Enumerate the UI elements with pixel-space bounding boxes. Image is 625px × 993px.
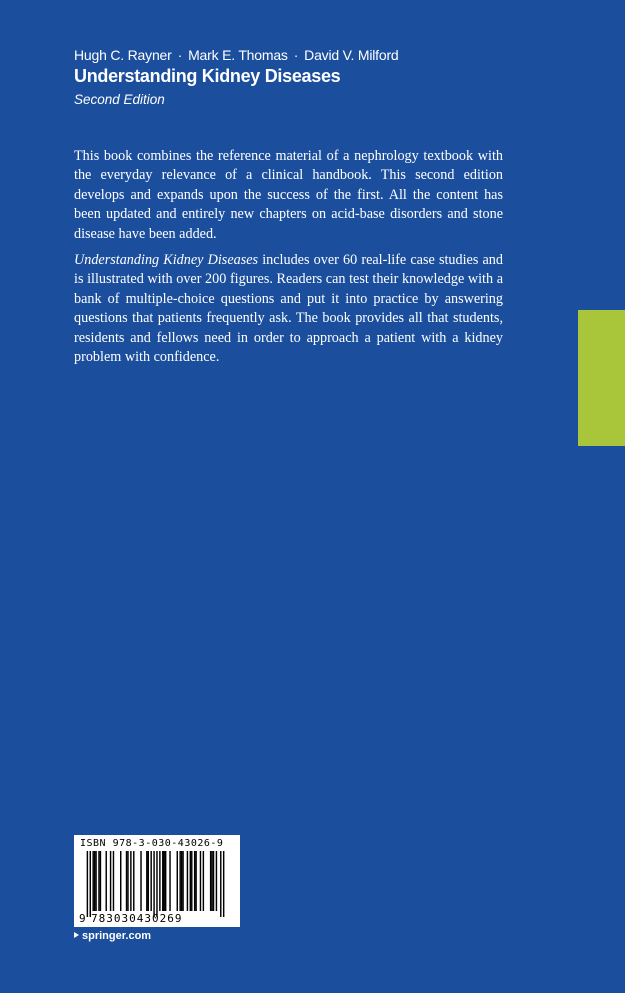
barcode-bar [169, 851, 170, 911]
barcode-bar [203, 851, 204, 911]
book-description [74, 147, 503, 374]
barcode-bar [159, 851, 160, 911]
barcode-bar [120, 851, 121, 911]
barcode-bar [223, 851, 224, 917]
barcode-bar [195, 851, 196, 911]
barcode-bar [182, 851, 183, 911]
barcode-bar [95, 851, 96, 911]
barcode-bar [190, 851, 191, 911]
barcode-bar [140, 851, 141, 911]
publisher-website[interactable] [74, 930, 151, 942]
barcode-bar [162, 851, 163, 911]
barcode-bar [130, 851, 131, 911]
color-accent-tab [578, 310, 625, 446]
barcode-bar [146, 851, 147, 911]
barcode-bar [113, 851, 114, 911]
barcode-bar [156, 851, 157, 917]
barcode-digit-first: 9 [79, 912, 86, 925]
author-separator: · [293, 47, 299, 63]
barcode-bar [194, 851, 195, 911]
book-title: Understanding Kidney Diseases [74, 66, 341, 86]
barcode-bar [150, 851, 151, 911]
description-text: includes over 60 real-life case studies and is illustrated with over 200 figures. Readers can test their knowledge with a bank of multiple-choice questions and put it into practice by answering questions that patients frequently ask. The book provides all that students, residents and fellows need in order to approach a patient with a kidney problem with confidence. [74, 252, 503, 366]
barcode-bar [98, 851, 99, 911]
barcode-bar [126, 851, 127, 911]
edition-label: Second Edition [74, 92, 165, 107]
barcode-bar [187, 851, 188, 911]
barcode-bar [100, 851, 101, 911]
author-list [74, 47, 399, 63]
author-name: Hugh C. Rayner [74, 47, 172, 63]
barcode-bar [110, 851, 111, 911]
isbn-label: ISBN 978-3-030-43026-9 [80, 838, 224, 849]
description-paragraph: This book combines the reference material of a nephrology textbook with the everyday relevance of a clinical handbook. This second edition develops and expands upon the success of the first. All the content has been updated and entirely new chapters on acid-base disorders and stone disease have been added. [74, 148, 503, 242]
barcode-bar [90, 851, 91, 917]
description-paragraph [74, 251, 503, 367]
description-title-reference: Understanding Kidney Diseases [74, 252, 259, 269]
barcode-bar [165, 851, 166, 911]
barcode-bar [179, 851, 180, 911]
barcode-bar [94, 851, 95, 911]
barcode [74, 835, 240, 927]
barcode-bar [216, 851, 217, 911]
barcode-bar [220, 851, 221, 917]
barcode-bar [191, 851, 192, 911]
barcode-bar [181, 851, 182, 911]
barcode-bar [87, 851, 88, 917]
author-separator: · [177, 47, 183, 63]
barcode-bar [177, 851, 178, 911]
barcode-bar [211, 851, 212, 911]
barcode-digits-rest: 783030430269 [91, 912, 183, 925]
arrow-icon [74, 932, 79, 938]
barcode-bar [210, 851, 211, 911]
website-text: springer.com [82, 930, 152, 942]
barcode-bar [200, 851, 201, 911]
barcode-bar [133, 851, 134, 911]
barcode-bar [213, 851, 214, 911]
barcode-bar [127, 851, 128, 911]
barcode-bar [164, 851, 165, 911]
barcode-bar [106, 851, 107, 911]
author-name: David V. Milford [304, 47, 399, 63]
barcode-bar [153, 851, 154, 917]
barcode-bar [92, 851, 93, 911]
barcode-bar [148, 851, 149, 911]
author-name: Mark E. Thomas [188, 47, 288, 63]
